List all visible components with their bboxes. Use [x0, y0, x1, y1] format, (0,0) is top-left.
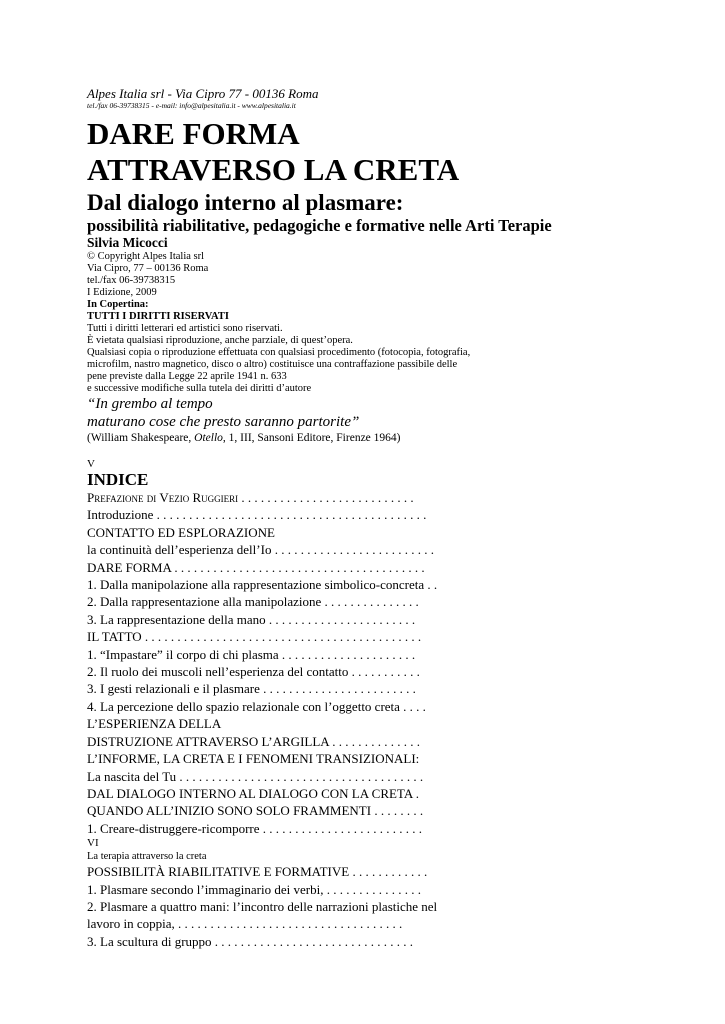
index-list-a — [87, 506, 687, 837]
book-author: Silvia Micocci — [87, 235, 168, 250]
index-entry: DAL DIALOGO INTERNO AL DIALOGO CON LA CRETA . — [87, 785, 419, 801]
rights-text-line: e successive modifiche sulla tutela dei diritti d’autore — [87, 383, 312, 394]
index-title: INDICE — [87, 470, 149, 489]
index-entry: POSSIBILITÀ RIABILITATIVE E FORMATIVE . . . . . . . . . . . . — [87, 864, 428, 880]
publisher-contact-line: tel./fax 06-39738315 - e-mail: info@alpesitalia.it - www.alpesitalia.it — [87, 101, 296, 110]
index-entry: 1. Plasmare secondo l’immaginario dei verbi, . . . . . . . . . . . . . . . — [87, 881, 421, 897]
index-entry: 1. Dalla manipolazione alla rappresentazione simbolico-concreta . . — [87, 577, 438, 593]
index-entry: L’INFORME, LA CRETA E I FENOMENI TRANSIZIONALI: — [87, 751, 420, 767]
index-entry: 1. “Impastare” il corpo di chi plasma . . . . . . . . . . . . . . . . . . . . . — [87, 646, 416, 662]
cover-label: In Copertina: — [87, 299, 149, 310]
attribution-author: (William Shakespeare, — [87, 432, 195, 444]
index-entry: 2. Il ruolo dei muscoli nell’esperienza del contatto . . . . . . . . . . . — [87, 664, 420, 680]
index-entry: IL TATTO . . . . . . . . . . . . . . . . . . . . . . . . . . . . . . . . . . . . . . . . . . . — [87, 629, 422, 645]
attribution-work: Otello — [194, 432, 223, 444]
index-entry: CONTATTO ED ESPLORAZIONE — [87, 524, 275, 540]
rights-text-line: È vietata qualsiasi riproduzione, anche parziale, di quest’opera. — [87, 335, 353, 346]
document-page — [87, 86, 687, 950]
index-entry: DARE FORMA . . . . . . . . . . . . . . . . . . . . . . . . . . . . . . . . . . . . . . . — [87, 559, 425, 575]
index-entry: DISTRUZIONE ATTRAVERSO L’ARGILLA . . . . . . . . . . . . . . — [87, 733, 420, 749]
index-entry: La nascita del Tu . . . . . . . . . . . . . . . . . . . . . . . . . . . . . . . . . . . . . . — [87, 768, 424, 784]
colophon-line: Via Cipro, 77 – 00136 Roma — [87, 263, 209, 274]
book-title-line-2: ATTRAVERSO LA CRETA — [87, 152, 460, 187]
book-subtitle-2: possibilità riabilitative, pedagogiche e formative nelle Arti Terapie — [87, 216, 552, 235]
running-head: La terapia attraverso la creta — [87, 851, 207, 863]
index-entry: 4. La percezione dello spazio relazionale con l’oggetto creta . . . . — [87, 698, 426, 714]
index-entry: Introduzione . . . . . . . . . . . . . . . . . . . . . . . . . . . . . . . . . . . . . . . . . . — [87, 507, 427, 523]
index-entry: 3. La scultura di gruppo . . . . . . . . . . . . . . . . . . . . . . . . . . . . . . . — [87, 933, 414, 949]
rights-text-line: Qualsiasi copia o riproduzione effettuata con qualsiasi procedimento (fotocopia, fotografia, — [87, 347, 471, 358]
page-number-vi: VI — [87, 837, 99, 850]
index-entry-preface: Prefazione di Vezio Ruggieri . . . . . . . . . . . . . . . . . . . . . . . . . . . — [87, 490, 414, 505]
index-entry: 2. Plasmare a quattro mani: l’incontro delle narrazioni plastiche nel — [87, 898, 438, 914]
index-list-b — [87, 863, 687, 950]
index-entry: L’ESPERIENZA DELLA — [87, 716, 222, 732]
book-title-line-1: DARE FORMA — [87, 116, 300, 151]
page-number-v: V — [87, 458, 95, 470]
rights-text-line: microfilm, nastro magnetico, disco o altro) costituisce una contraffazione passibile delle — [87, 359, 458, 370]
publisher-line: Alpes Italia srl - Via Cipro 77 - 00136 Roma — [87, 86, 319, 101]
colophon-line: I Edizione, 2009 — [87, 287, 157, 298]
index-entry: 3. La rappresentazione della mano . . . . . . . . . . . . . . . . . . . . . . . — [87, 611, 416, 627]
book-subtitle: Dal dialogo interno al plasmare: — [87, 190, 404, 215]
epigraph-line-1: “In grembo al tempo — [87, 396, 213, 412]
index-entry: 2. Dalla rappresentazione alla manipolazione . . . . . . . . . . . . . . . — [87, 594, 419, 610]
rights-text-line: pene previste dalla Legge 22 aprile 1941 n. 633 — [87, 371, 287, 382]
rights-text-line: Tutti i diritti letterari ed artistici sono riservati. — [87, 323, 283, 334]
colophon-line: © Copyright Alpes Italia srl — [87, 251, 205, 262]
rights-label: TUTTI I DIRITTI RISERVATI — [87, 311, 229, 322]
epigraph-attribution — [87, 431, 687, 445]
attribution-publisher: , 1, III, Sansoni Editore, Firenze 1964) — [222, 432, 401, 444]
colophon-line: tel./fax 06-39738315 — [87, 275, 176, 286]
index-entry: lavoro in coppia, . . . . . . . . . . . . . . . . . . . . . . . . . . . . . . . . . . . — [87, 916, 403, 932]
index-entry: 1. Creare-distruggere-ricomporre . . . . . . . . . . . . . . . . . . . . . . . . . — [87, 820, 423, 836]
index-entry: 3. I gesti relazionali e il plasmare . . . . . . . . . . . . . . . . . . . . . . . . — [87, 681, 416, 697]
epigraph-line-2: maturano cose che presto saranno partorite” — [87, 414, 360, 430]
index-entry: la continuità dell’esperienza dell’Io . . . . . . . . . . . . . . . . . . . . . . . . . — [87, 542, 434, 558]
index-entry: QUANDO ALL’INIZIO SONO SOLO FRAMMENTI . . . . . . . . — [87, 803, 424, 819]
